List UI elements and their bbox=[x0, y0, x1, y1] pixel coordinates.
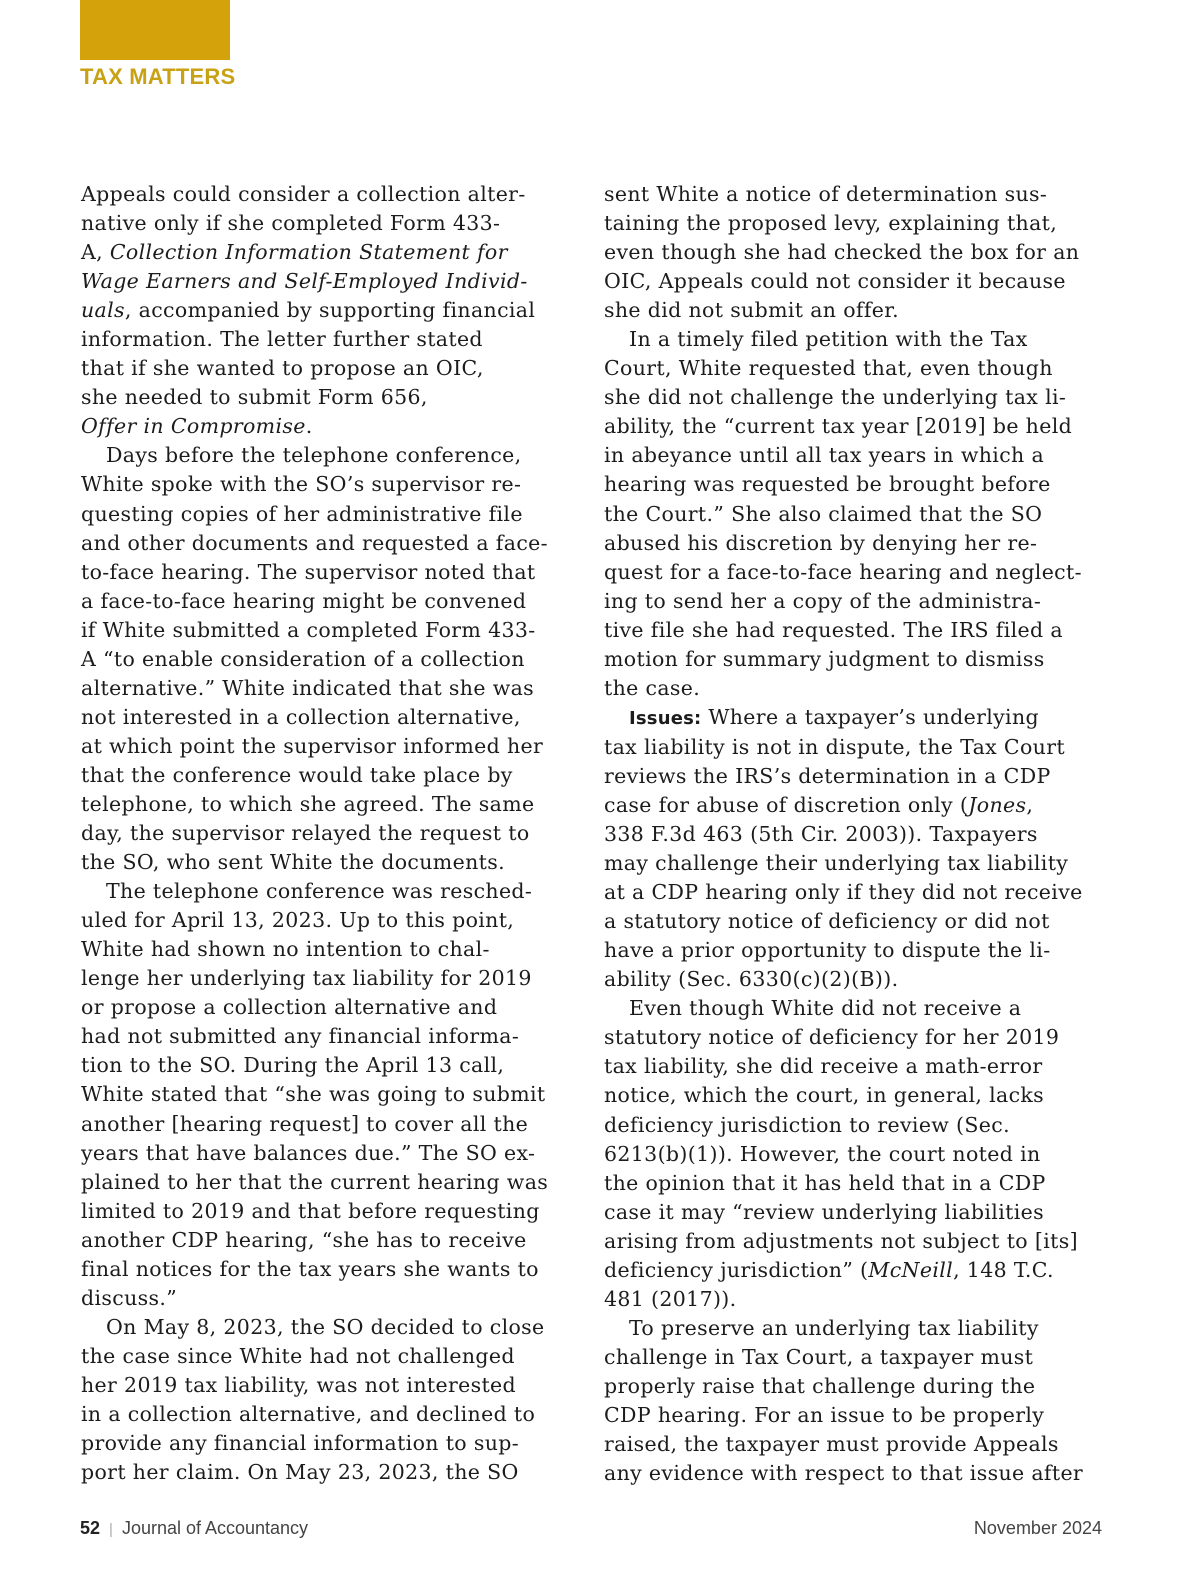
text-line: or propose a collection alternative and bbox=[81, 995, 498, 1020]
text-line: Issues: Where a taxpayer’s underlying bbox=[629, 704, 1039, 729]
text-line: Appeals could consider a collection alter- bbox=[81, 182, 526, 206]
text-line: tax liability, she did receive a math-error bbox=[604, 1054, 1043, 1079]
text-line: CDP hearing. For an issue to be properly bbox=[604, 1402, 1045, 1427]
text-line: native only if she completed Form 433- bbox=[81, 211, 501, 236]
text-line: Wage Earners and Self-Employed Individ- bbox=[81, 269, 528, 294]
text-line: another [hearing request] to cover all the bbox=[81, 1111, 529, 1136]
text-line: reviews the IRS’s determination in a CDP bbox=[604, 763, 1051, 788]
text-line: raised, the taxpayer must provide Appeals bbox=[604, 1432, 1059, 1457]
text-line: A, Collection Information Statement for bbox=[81, 240, 508, 265]
text-line: Days before the telephone conference, bbox=[106, 443, 522, 468]
text-line: taining the proposed levy, explaining that, bbox=[604, 211, 1058, 236]
journal-name: Journal of Accountancy bbox=[121, 1518, 309, 1538]
text-line: another CDP hearing, “she has to receive bbox=[81, 1227, 527, 1252]
text-line: she did not challenge the underlying tax li- bbox=[604, 385, 1067, 410]
text-line: and other documents and requested a face- bbox=[81, 530, 548, 555]
text-line: notice, which the court, in general, lacks bbox=[604, 1083, 1045, 1108]
text-line: lenge her underlying tax liability for 2019 bbox=[81, 966, 532, 991]
text-line: The telephone conference was resched- bbox=[106, 879, 533, 904]
text-line: that the conference would take place by bbox=[81, 762, 513, 787]
text-line: properly raise that challenge during the bbox=[604, 1373, 1036, 1398]
text-line: in abeyance until all tax years in which a bbox=[604, 443, 1045, 468]
text-line: the opinion that it has held that in a CDP bbox=[604, 1170, 1046, 1195]
text-line: case for abuse of discretion only (Jones, bbox=[604, 792, 1034, 817]
text-line: White stated that “she was going to submit bbox=[81, 1082, 546, 1107]
text-line: the Court.” She also claimed that the SO bbox=[604, 501, 1043, 526]
text-line: in a collection alternative, and declined to bbox=[81, 1401, 536, 1426]
text-line: years that have balances due.” The SO ex- bbox=[81, 1140, 536, 1165]
text-line: uled for April 13, 2023. Up to this point, bbox=[81, 908, 515, 933]
text-line: 481 (2017)). bbox=[604, 1286, 737, 1311]
text-line: not interested in a collection alternative, bbox=[81, 704, 521, 729]
text-line: 338 F.3d 463 (5th Cir. 2003)). Taxpayers bbox=[604, 822, 1038, 847]
text-line: she did not submit an offer. bbox=[604, 298, 900, 323]
text-line: final notices for the tax years she wants to bbox=[81, 1256, 539, 1281]
text-line: 6213(b)(1)). However, the court noted in bbox=[604, 1141, 1041, 1166]
text-line: questing copies of her administrative file bbox=[81, 501, 523, 526]
text-line: the case. bbox=[604, 675, 701, 700]
text-line: limited to 2019 and that before requesting bbox=[81, 1198, 540, 1223]
footer-separator: | bbox=[109, 1521, 113, 1538]
text-line: sent White a notice of determination sus- bbox=[604, 182, 1048, 206]
text-line: port her claim. On May 23, 2023, the SO bbox=[81, 1460, 519, 1485]
text-line: In a timely filed petition with the Tax bbox=[629, 327, 1028, 352]
text-line: challenge in Tax Court, a taxpayer must bbox=[604, 1344, 1034, 1369]
text-line: Court, White requested that, even though bbox=[604, 356, 1053, 381]
text-line: OIC, Appeals could not consider it because bbox=[604, 269, 1066, 294]
article-column-left bbox=[81, 180, 559, 1487]
text-line: ing to send her a copy of the administra- bbox=[604, 588, 1042, 613]
issue-date: November 2024 bbox=[973, 1518, 1102, 1538]
text-line: at which point the supervisor informed her bbox=[81, 733, 544, 758]
page-footer bbox=[80, 1518, 1102, 1539]
text-line: her 2019 tax liability, was not interested bbox=[81, 1372, 517, 1397]
text-line: have a prior opportunity to dispute the li- bbox=[604, 938, 1051, 963]
text-line: had not submitted any financial informa- bbox=[81, 1024, 520, 1049]
text-line: the case since White had not challenged bbox=[81, 1343, 515, 1368]
page-number: 52 bbox=[80, 1518, 101, 1538]
text-line: plained to her that the current hearing was bbox=[81, 1169, 549, 1194]
text-line: On May 8, 2023, the SO decided to close bbox=[106, 1314, 545, 1339]
text-line: White had shown no intention to chal- bbox=[81, 937, 490, 962]
text-line: day, the supervisor relayed the request to bbox=[81, 821, 530, 846]
text-line: a face-to-face hearing might be convened bbox=[81, 588, 527, 613]
text-line: to-face hearing. The supervisor noted that bbox=[81, 559, 536, 584]
text-line: To preserve an underlying tax liability bbox=[629, 1315, 1039, 1340]
text-line: case it may “review underlying liabilities bbox=[604, 1199, 1044, 1224]
text-line: the SO, who sent White the documents. bbox=[81, 850, 505, 875]
text-line: ability (Sec. 6330(c)(2)(B)). bbox=[604, 967, 899, 992]
text-line: motion for summary judgment to dismiss bbox=[604, 646, 1045, 671]
text-line: arising from adjustments not subject to [its] bbox=[604, 1228, 1078, 1253]
section-accent-bar bbox=[80, 0, 230, 60]
article-column-right bbox=[604, 180, 1082, 1488]
text-line: tion to the SO. During the April 13 call, bbox=[81, 1053, 505, 1078]
text-line: alternative.” White indicated that she was bbox=[81, 675, 535, 700]
text-line: ability, the “current tax year [2019] be held bbox=[604, 414, 1073, 439]
text-line: statutory notice of deficiency for her 2019 bbox=[604, 1025, 1060, 1050]
text-line: provide any financial information to sup- bbox=[81, 1431, 520, 1456]
text-line: hearing was requested be brought before bbox=[604, 472, 1051, 497]
text-line: quest for a face-to-face hearing and neglect- bbox=[604, 559, 1082, 584]
text-line: any evidence with respect to that issue after bbox=[604, 1461, 1084, 1486]
text-line: Even though White did not receive a bbox=[629, 996, 1022, 1021]
text-line: information. The letter further stated bbox=[81, 327, 483, 352]
text-line: even though she had checked the box for an bbox=[604, 240, 1080, 265]
text-line: may challenge their underlying tax liability bbox=[604, 851, 1069, 876]
text-line: telephone, to which she agreed. The same bbox=[81, 791, 535, 816]
text-line: she needed to submit Form 656, bbox=[81, 385, 428, 410]
issues-label: Issues: bbox=[629, 707, 702, 729]
text-line: discuss.” bbox=[81, 1285, 178, 1310]
text-line: at a CDP hearing only if they did not receive bbox=[604, 880, 1083, 905]
text-line: deficiency jurisdiction to review (Sec. bbox=[604, 1112, 1010, 1137]
section-label: TAX MATTERS bbox=[80, 64, 236, 89]
text-line: a statutory notice of deficiency or did not bbox=[604, 909, 1050, 934]
text-line: Offer in Compromise. bbox=[81, 414, 313, 439]
text-line: uals, accompanied by supporting financial bbox=[81, 298, 536, 323]
text-line: deficiency jurisdiction” (McNeill, 148 T.C. bbox=[604, 1257, 1054, 1282]
text-line: if White submitted a completed Form 433- bbox=[81, 617, 536, 642]
text-line: tax liability is not in dispute, the Tax Court bbox=[604, 734, 1065, 759]
text-line: abused his discretion by denying her re- bbox=[604, 530, 1038, 555]
text-line: White spoke with the SO’s supervisor re- bbox=[81, 472, 522, 497]
text-line: tive file she had requested. The IRS filed a bbox=[604, 617, 1063, 642]
text-line: A “to enable consideration of a collection bbox=[81, 646, 525, 671]
text-line: that if she wanted to propose an OIC, bbox=[81, 356, 484, 381]
